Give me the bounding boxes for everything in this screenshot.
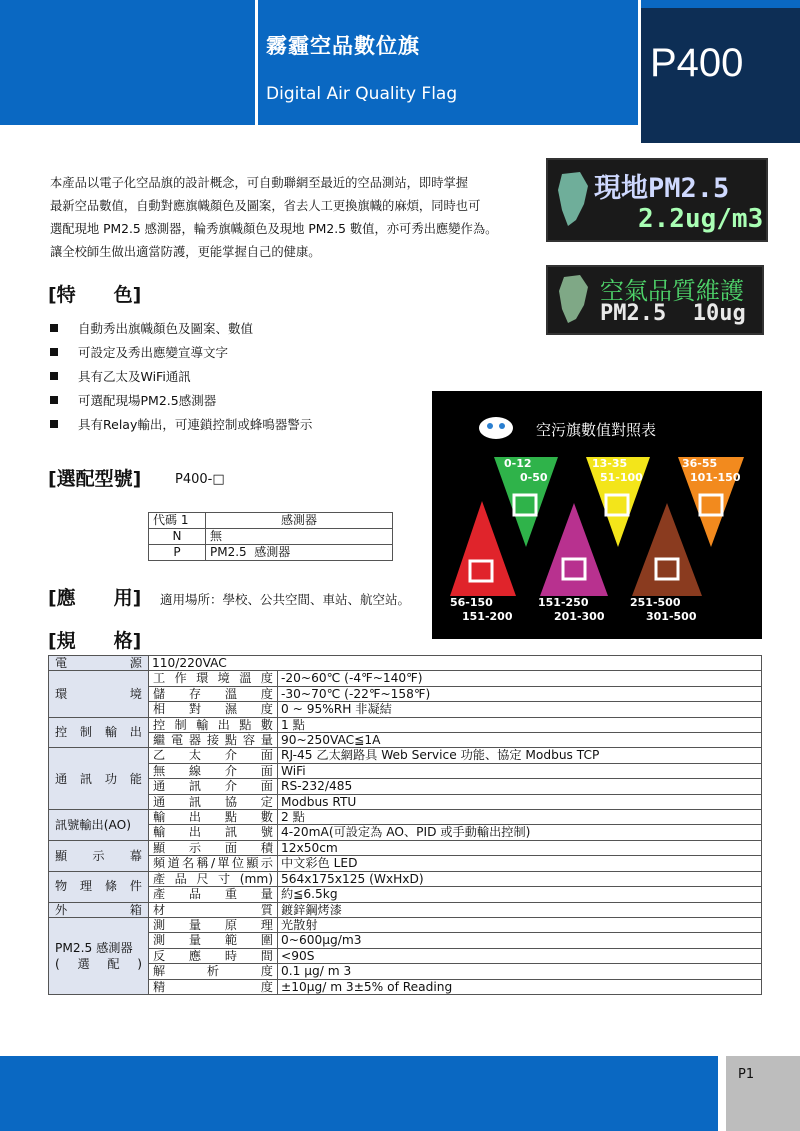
table-row: [49, 840, 762, 855]
header-band-left: [0, 0, 255, 125]
list-item: 可設定及秀出應變宣導文字: [50, 340, 312, 364]
page-subtitle: Digital Air Quality Flag: [266, 84, 458, 104]
table-cell: 無: [206, 529, 393, 545]
spec-heading: [規 格]: [48, 630, 142, 652]
taiwan-map-icon: [554, 170, 592, 230]
spec-category-line: (選配): [55, 956, 142, 971]
list-item: 具有乙太及WiFi通訊: [50, 364, 312, 388]
bullet-square-icon: [50, 420, 58, 428]
table-row: [49, 733, 762, 748]
spec-category: 通訊功能: [49, 748, 149, 810]
table-row: [49, 856, 762, 871]
spec-value: 110/220VAC: [149, 656, 762, 671]
spec-item: 儲存溫度: [149, 686, 278, 701]
table-row: [149, 529, 393, 545]
spec-item: 通訊介面: [149, 779, 278, 794]
spec-item: 產品尺寸(mm): [149, 871, 278, 886]
spec-category: 外箱: [49, 902, 149, 917]
spec-value: 中文彩色 LED: [278, 856, 762, 871]
table-row: [49, 871, 762, 886]
aqi-label-aqi: 51-100: [600, 471, 643, 484]
spec-value: 約≦6.5kg: [278, 887, 762, 902]
aqi-label-aqi: 151-200: [462, 610, 513, 623]
option-table: [148, 512, 393, 561]
table-row: [49, 686, 762, 701]
led1-line2: 2.2ug/m3: [638, 204, 764, 234]
intro-line: 本產品以電子化空品旗的設計概念，可自動聯網至最近的空品測站，即時掌握: [50, 176, 469, 190]
spec-category-line: PM2.5 感測器: [55, 940, 133, 955]
aqi-label-pm: 0-12: [504, 457, 532, 470]
table-row: [49, 933, 762, 948]
intro-line: 最新空品數值，自動對應旗幟顏色及圖案，省去人工更換旗幟的麻煩，同時也可: [50, 199, 481, 213]
intro-line: 選配現地 PM2.5 感測器，輪秀旗幟顏色及現地 PM2.5 數值，亦可秀出應變作為。: [50, 222, 498, 236]
aqi-label-aqi: 301-500: [646, 610, 697, 623]
spec-category: 環境: [49, 671, 149, 717]
aqi-label-aqi: 0-50: [520, 471, 548, 484]
spec-item: 通訊協定: [149, 794, 278, 809]
aqi-flag-purple: [540, 503, 608, 596]
spec-item: 解析度: [149, 964, 278, 979]
spec-item: 輸出點數: [149, 810, 278, 825]
spec-item: 測量原理: [149, 917, 278, 932]
option-model-code: P400-□: [175, 472, 225, 487]
spec-value: 90~250VAC≦1A: [278, 733, 762, 748]
table-cell: N: [149, 529, 206, 545]
aqi-label-aqi: 201-300: [554, 610, 605, 623]
table-row: [149, 513, 393, 529]
spec-value: 0.1 μg/ m 3: [278, 964, 762, 979]
option-heading: [選配型號]: [48, 468, 142, 490]
application-text: 適用場所：學校、公共空間、車站、航空站。: [160, 592, 411, 607]
aqi-label-aqi: 101-150: [690, 471, 741, 484]
feature-list: [50, 316, 312, 436]
spec-table: [48, 655, 762, 995]
spec-item: 輸出訊號: [149, 825, 278, 840]
table-cell: PM2.5 感測器: [206, 545, 393, 561]
table-row: [49, 902, 762, 917]
model-number: P400: [650, 41, 744, 85]
spec-item: 精度: [149, 979, 278, 994]
spec-item: 乙太介面: [149, 748, 278, 763]
led2-line2: PM2.5 10ug: [600, 301, 746, 326]
bullet-square-icon: [50, 324, 58, 332]
spec-category-pm25: [49, 917, 149, 994]
spec-value: 12x50cm: [278, 840, 762, 855]
table-row: [49, 779, 762, 794]
intro-line: 讓全校師生做出適當防護，更能掌握自己的健康。: [50, 245, 321, 259]
list-item: 具有Relay輸出，可連鎖控制或蜂鳴器警示: [50, 412, 312, 436]
taiwan-map-icon: [556, 273, 592, 327]
aqi-label-pm: 36-55: [682, 457, 718, 470]
spec-value: 2 點: [278, 810, 762, 825]
page-title: 霧霾空品數位旗: [266, 34, 420, 58]
spec-item: 產品重量: [149, 887, 278, 902]
spec-value: RS-232/485: [278, 779, 762, 794]
led-display-photo-1: [546, 158, 768, 242]
spec-category: 顯示幕: [49, 840, 149, 871]
features-heading: [特 色]: [48, 284, 142, 306]
spec-value: 光散射: [278, 917, 762, 932]
led2-line1: 空氣品質維護: [600, 277, 744, 305]
table-row: [49, 887, 762, 902]
spec-item: 控制輸出點數: [149, 717, 278, 732]
spec-value: 鍍鋅鋼烤漆: [278, 902, 762, 917]
spec-item: 材質: [149, 902, 278, 917]
table-row: [49, 810, 762, 825]
aqi-chart-title: 空污旗數值對照表: [536, 421, 657, 439]
bullet-square-icon: [50, 372, 58, 380]
spec-value: <90S: [278, 948, 762, 963]
table-row: [49, 671, 762, 686]
intro-paragraph: [50, 172, 540, 264]
table-row: [49, 702, 762, 717]
spec-value: WiFi: [278, 763, 762, 778]
table-row: [49, 964, 762, 979]
table-row: [49, 763, 762, 778]
spec-item: 繼電器接點容量: [149, 733, 278, 748]
spec-value: 4-20mA(可設定為 AO、PID 或手動輸出控制): [278, 825, 762, 840]
table-row: [49, 717, 762, 732]
led-display-photo-2: [546, 265, 764, 335]
header-model-strip: [641, 0, 800, 8]
spec-value: RJ-45 乙太網路具 Web Service 功能、協定 Modbus TCP: [278, 748, 762, 763]
spec-item: 無線介面: [149, 763, 278, 778]
aqi-flag-brown: [632, 503, 702, 596]
bullet-square-icon: [50, 396, 58, 404]
aqi-label-pm: 56-150: [450, 596, 493, 609]
spec-item: 相對濕度: [149, 702, 278, 717]
spec-category: 控制輸出: [49, 717, 149, 748]
bullet-square-icon: [50, 348, 58, 356]
table-row: [149, 545, 393, 561]
aqi-reference-chart: [432, 391, 762, 639]
table-cell: P: [149, 545, 206, 561]
table-row: [49, 656, 762, 671]
spec-value: 0 ~ 95%RH 非凝結: [278, 702, 762, 717]
spec-value: Modbus RTU: [278, 794, 762, 809]
led1-line1: 現地PM2.5: [594, 173, 730, 204]
spec-category: 訊號輸出(AO): [49, 810, 149, 841]
spec-value: 0~600μg/m3: [278, 933, 762, 948]
footer-band: [0, 1056, 718, 1131]
aqi-label-pm: 251-500: [630, 596, 681, 609]
page-number: P1: [738, 1067, 755, 1082]
table-row: [49, 748, 762, 763]
spec-item: 工作環境溫度: [149, 671, 278, 686]
table-header-cell: 代碼 1: [149, 513, 206, 529]
spec-value: -20~60℃ (-4℉~140℉): [278, 671, 762, 686]
table-row: [49, 794, 762, 809]
table-header-cell: 感測器: [206, 513, 393, 529]
spec-item: 顯示面積: [149, 840, 278, 855]
spec-value: 564x175x125 (WxHxD): [278, 871, 762, 886]
application-heading: [應 用]: [48, 587, 142, 609]
header-band-middle: [258, 0, 638, 125]
table-row: [49, 979, 762, 994]
aqi-label-pm: 13-35: [592, 457, 628, 470]
spec-item: 反應時間: [149, 948, 278, 963]
spec-item: 頻道名稱/單位顯示: [149, 856, 278, 871]
spec-value: ±10μg/ m 3±5% of Reading: [278, 979, 762, 994]
spec-value: -30~70℃ (-22℉~158℉): [278, 686, 762, 701]
spec-item: 測量範圍: [149, 933, 278, 948]
spec-value: 1 點: [278, 717, 762, 732]
table-row: [49, 948, 762, 963]
list-item: 自動秀出旗幟顏色及圖案、數值: [50, 316, 312, 340]
spec-category: 電源: [49, 656, 149, 671]
list-item: 可選配現場PM2.5感測器: [50, 388, 312, 412]
table-row: [49, 825, 762, 840]
spec-category: 物理條件: [49, 871, 149, 902]
table-row: [49, 917, 762, 932]
cloud-logo-icon: [479, 417, 513, 439]
aqi-label-pm: 151-250: [538, 596, 589, 609]
